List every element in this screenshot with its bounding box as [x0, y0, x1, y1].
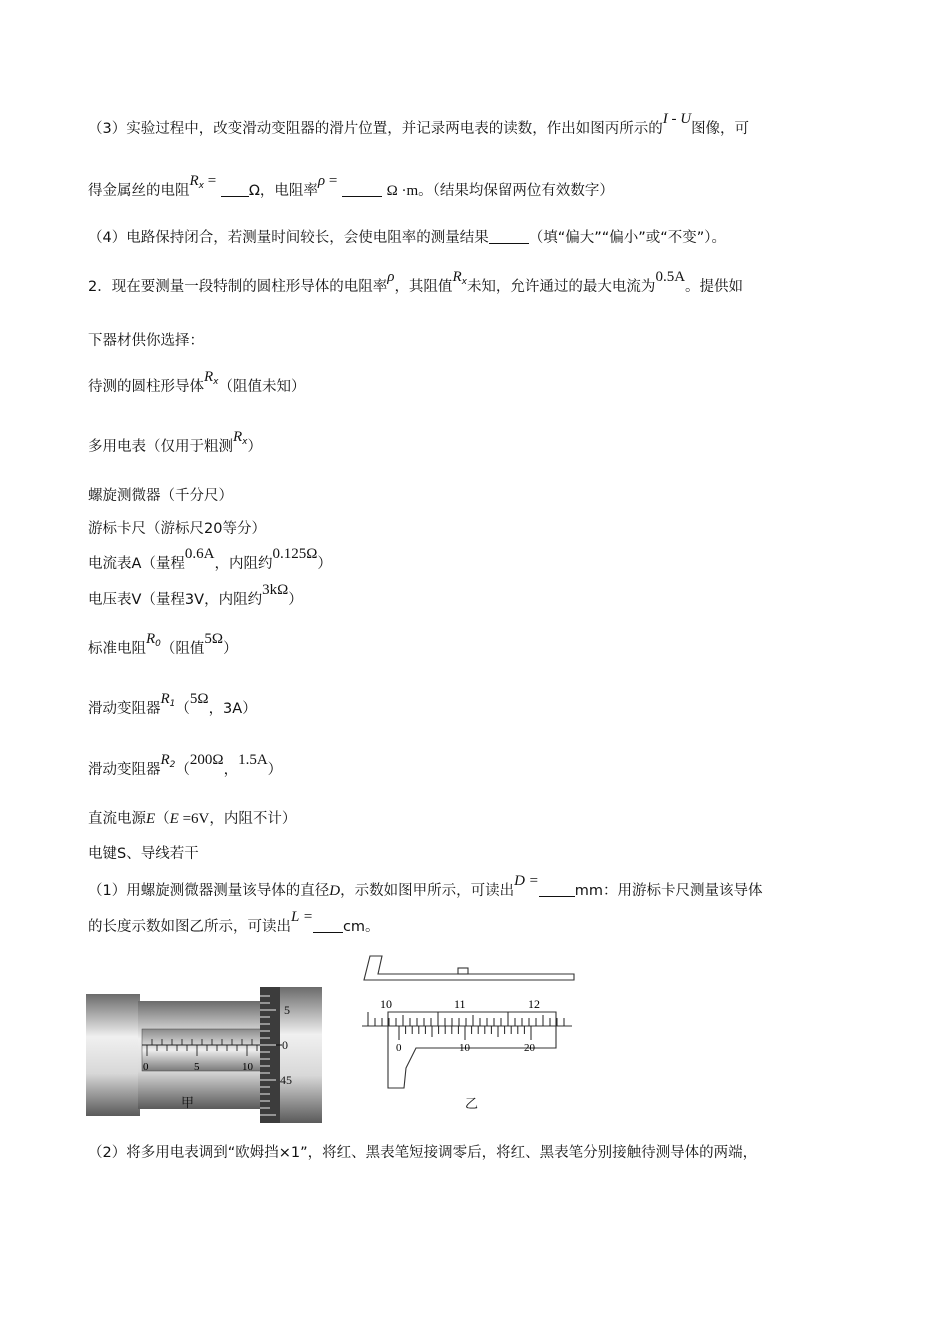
equipment-item: 标准电阻$R_0$（阻值5Ω）: [88, 631, 238, 657]
equipment-item: 螺旋测微器（千分尺）: [88, 488, 233, 504]
thimble-label: 5: [284, 1003, 290, 1017]
micrometer-thimble-edge: [260, 987, 280, 1123]
equipment-item: 待测的圆柱形导体$R_x$（阻值未知）: [88, 369, 306, 395]
answer-blank-resistivity[interactable]: [342, 182, 382, 197]
q2-line2: 下器材供你选择：: [88, 333, 204, 349]
equipment-item: 电压表V（量程3V，内阻约3kΩ）: [88, 582, 303, 608]
q2-part1-line1: （1）用螺旋测微器测量该导体的直径D，示数如图甲所示，可读出D =mm：用游标卡尺测量该导体: [88, 873, 763, 899]
equipment-item: 滑动变阻器$R_1(5\Omega$，3A）: [88, 691, 257, 717]
q2-part1-line2: 的长度示数如图乙所示，可读出L =cm。: [88, 909, 380, 935]
answer-blank-diameter[interactable]: [539, 882, 575, 897]
q1-part3-line1: （3）实验过程中，改变滑动变阻器的滑片位置，并记录两电表的读数，作出如图丙所示的I - U图像，可: [88, 111, 750, 137]
thimble-label: 45: [280, 1073, 292, 1087]
iu-symbol: I - U: [662, 111, 692, 127]
equipment-item: 多用电表（仅用于粗测$R_x$）: [88, 429, 262, 455]
q2-line1: 2．现在要测量一段特制的圆柱形导体的电阻率ρ，其阻值$R_x$未知，允许通过的最大电流为0.5A。提供如: [88, 269, 744, 295]
caliper-vernier-ticks: [399, 1026, 531, 1040]
caliper-lock-screw: [458, 968, 468, 974]
equipment-item: 滑动变阻器$R_2(200\Omega$，1.5A）: [88, 752, 283, 778]
q1-part4: （4）电路保持闭合，若测量时间较长，会使电阻率的测量结果 （填“偏大”“偏小”或“不变”）。: [88, 230, 727, 246]
caliper-vernier-label: 20: [524, 1042, 535, 1054]
equipment-item: 电键S、导线若干: [88, 846, 199, 862]
answer-blank-bias[interactable]: [489, 229, 529, 244]
thimble-label: 0: [282, 1038, 288, 1052]
rho-symbol: ρ: [317, 173, 326, 189]
micrometer-figure: [86, 984, 326, 1124]
caliper-main-ticks: [368, 1012, 564, 1026]
q1-part3-line2: 得金属丝的电阻$R_x = \Omega$，电阻率ρ = Ω ·m。（结果均保留两位有效数字）: [88, 173, 614, 199]
micrometer-anvil: [86, 994, 140, 1116]
equipment-item: 电流表A（量程0.6A，内阻约0.125Ω）: [88, 546, 332, 572]
q2-part2: （2）将多用电表调到“欧姆挡×1”，将红、黑表笔短接调零后，将红、黑表笔分别接触待测导体的两端，: [88, 1145, 758, 1161]
caliper-upper-jaw: [364, 956, 574, 980]
micrometer-main-label: 5: [194, 1061, 200, 1073]
equipment-item: 游标卡尺（游标尺20等分）: [88, 521, 266, 537]
micrometer-main-label: 0: [143, 1061, 149, 1073]
figure-caption-jia: 甲: [181, 1096, 195, 1111]
rx-symbol: R: [189, 173, 199, 189]
caliper-main-label: 12: [528, 997, 540, 1011]
figure-caption-yi: 乙: [465, 1097, 479, 1112]
equipment-item: 直流电源E（E =6V，内阻不计）: [88, 811, 297, 827]
answer-blank-length[interactable]: [313, 918, 343, 933]
micrometer-main-label: 10: [242, 1061, 253, 1073]
caliper-main-label: 11: [454, 997, 466, 1011]
caliper-vernier-label: 10: [459, 1042, 470, 1054]
caliper-main-label: 10: [380, 997, 392, 1011]
caliper-vernier-label: 0: [396, 1042, 402, 1054]
caliper-figure: [356, 952, 584, 1096]
answer-blank-resistance[interactable]: [221, 182, 249, 197]
